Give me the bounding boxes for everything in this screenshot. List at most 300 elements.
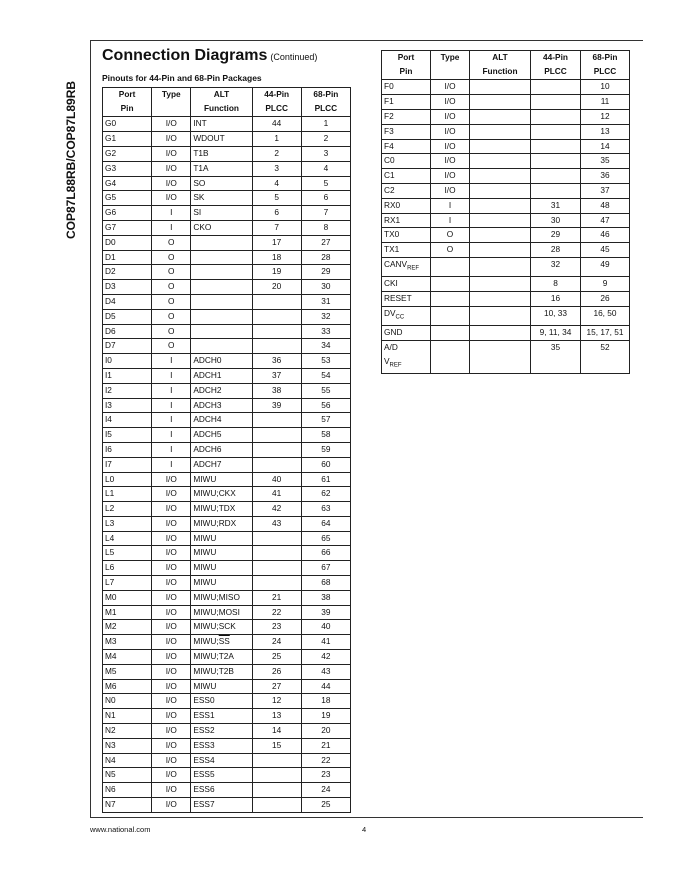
cell-44pin: 15: [252, 738, 301, 753]
cell-port: N0: [103, 694, 152, 709]
cell-alt: MIWU;SCK: [191, 620, 252, 635]
cell-port: M1: [103, 605, 152, 620]
cell-68pin: 16, 50: [581, 306, 630, 325]
cell-alt: ESS4: [191, 753, 252, 768]
cell-type: I/O: [431, 124, 470, 139]
cell-alt: [470, 243, 531, 258]
cell-68pin: 46: [581, 228, 630, 243]
cell-44pin: [531, 80, 581, 95]
cell-type: I/O: [152, 561, 191, 576]
cell-alt: ESS1: [191, 709, 252, 724]
cell-port: M3: [103, 635, 152, 650]
cell-port: D5: [103, 309, 152, 324]
cell-port: I5: [103, 428, 152, 443]
cell-68pin: 56: [301, 398, 350, 413]
table-row: [103, 309, 351, 324]
cell-alt: [470, 306, 531, 325]
table-row: [103, 324, 351, 339]
cell-port: GND: [382, 326, 431, 341]
cell-type: O: [152, 309, 191, 324]
pinout-table-right: [381, 50, 630, 374]
cell-port: M5: [103, 664, 152, 679]
cell-alt: MIWU: [191, 531, 252, 546]
cell-port: M2: [103, 620, 152, 635]
cell-68pin: 9: [581, 277, 630, 292]
cell-68pin: 29: [301, 265, 350, 280]
page-title: Connection Diagrams (Continued): [102, 47, 318, 64]
cell-44pin: 13: [252, 709, 301, 724]
cell-44pin: [531, 154, 581, 169]
cell-port: A/D $V_{REF}$: [382, 341, 431, 374]
cell-port: L1: [103, 487, 152, 502]
table-row: [103, 620, 351, 635]
cell-44pin: 24: [252, 635, 301, 650]
cell-44pin: 32: [531, 257, 581, 276]
cell-44pin: [252, 457, 301, 472]
cell-port: N1: [103, 709, 152, 724]
cell-type: I/O: [152, 117, 191, 132]
cell-44pin: [531, 95, 581, 110]
cell-type: [431, 257, 470, 276]
cell-port: L4: [103, 531, 152, 546]
table-row: [382, 292, 630, 307]
cell-68pin: 6: [301, 191, 350, 206]
cell-44pin: 19: [252, 265, 301, 280]
cell-44pin: 1: [252, 132, 301, 147]
cell-port: I1: [103, 368, 152, 383]
cell-alt: [470, 198, 531, 213]
cell-alt: ESS6: [191, 783, 252, 798]
cell-68pin: 12: [581, 109, 630, 124]
cell-alt: MIWU: [191, 561, 252, 576]
cell-44pin: 28: [531, 243, 581, 258]
cell-type: I/O: [152, 487, 191, 502]
cell-alt: T1A: [191, 161, 252, 176]
cell-type: I: [431, 213, 470, 228]
cell-alt: [470, 80, 531, 95]
cell-type: O: [431, 243, 470, 258]
cell-68pin: 18: [301, 694, 350, 709]
cell-44pin: [252, 442, 301, 457]
cell-44pin: 37: [252, 368, 301, 383]
table-row: [103, 487, 351, 502]
cell-type: I/O: [152, 635, 191, 650]
cell-alt: [470, 95, 531, 110]
cell-68pin: 5: [301, 176, 350, 191]
cell-port: I0: [103, 354, 152, 369]
cell-68pin: 33: [301, 324, 350, 339]
cell-type: [431, 306, 470, 325]
cell-68pin: 22: [301, 753, 350, 768]
cell-type: [431, 277, 470, 292]
cell-type: I/O: [152, 576, 191, 591]
table-row: [382, 341, 630, 374]
cell-alt: ADCH5: [191, 428, 252, 443]
cell-44pin: 29: [531, 228, 581, 243]
cell-44pin: 44: [252, 117, 301, 132]
header-pin: Pin: [382, 65, 431, 80]
cell-alt: [191, 294, 252, 309]
cell-type: I/O: [152, 694, 191, 709]
cell-68pin: 64: [301, 516, 350, 531]
cell-type: I/O: [152, 738, 191, 753]
cell-alt: ESS5: [191, 768, 252, 783]
table-row: [103, 117, 351, 132]
cell-68pin: 11: [581, 95, 630, 110]
cell-68pin: 49: [581, 257, 630, 276]
cell-type: I/O: [152, 146, 191, 161]
cell-type: I/O: [152, 664, 191, 679]
cell-alt: MIWU: [191, 576, 252, 591]
cell-68pin: 21: [301, 738, 350, 753]
cell-68pin: 2: [301, 132, 350, 147]
table-row: [103, 694, 351, 709]
cell-type: I: [152, 368, 191, 383]
cell-68pin: 57: [301, 413, 350, 428]
cell-port: G4: [103, 176, 152, 191]
cell-alt: [470, 326, 531, 341]
table-row: [103, 442, 351, 457]
cell-type: I/O: [152, 620, 191, 635]
cell-alt: MIWU;MOSI: [191, 605, 252, 620]
cell-44pin: [531, 139, 581, 154]
header-pin: Pin: [103, 102, 152, 117]
cell-68pin: 34: [301, 339, 350, 354]
cell-port: D1: [103, 250, 152, 265]
cell-68pin: 4: [301, 161, 350, 176]
cell-type: I/O: [431, 183, 470, 198]
table-row: [103, 768, 351, 783]
cell-alt: $MIWU;\overline{SS}$: [191, 635, 252, 650]
cell-port: N6: [103, 783, 152, 798]
cell-alt: SK: [191, 191, 252, 206]
cell-port: G6: [103, 206, 152, 221]
table-row: [382, 198, 630, 213]
cell-68pin: 31: [301, 294, 350, 309]
cell-alt: ESS0: [191, 694, 252, 709]
table-row: [103, 502, 351, 517]
cell-44pin: [531, 169, 581, 184]
table-row: [103, 546, 351, 561]
cell-type: I: [152, 442, 191, 457]
cell-port: D6: [103, 324, 152, 339]
cell-44pin: [252, 561, 301, 576]
cell-alt: [470, 169, 531, 184]
cell-type: [431, 341, 470, 374]
cell-port: M6: [103, 679, 152, 694]
cell-68pin: 10: [581, 80, 630, 95]
cell-44pin: 3: [252, 161, 301, 176]
cell-port: I4: [103, 413, 152, 428]
table-row: [103, 413, 351, 428]
cell-44pin: [531, 109, 581, 124]
cell-alt: SO: [191, 176, 252, 191]
cell-alt: MIWU: [191, 472, 252, 487]
cell-44pin: [252, 753, 301, 768]
cell-type: I/O: [152, 605, 191, 620]
cell-44pin: 23: [252, 620, 301, 635]
cell-port: G7: [103, 220, 152, 235]
cell-type: I/O: [152, 472, 191, 487]
cell-68pin: 62: [301, 487, 350, 502]
cell-type: I/O: [152, 176, 191, 191]
cell-alt: [470, 183, 531, 198]
cell-68pin: 59: [301, 442, 350, 457]
table-row: [103, 176, 351, 191]
cell-68pin: 67: [301, 561, 350, 576]
cell-68pin: 14: [581, 139, 630, 154]
cell-alt: ESS7: [191, 798, 252, 813]
table-row: [103, 738, 351, 753]
cell-type: I/O: [152, 783, 191, 798]
cell-alt: CKO: [191, 220, 252, 235]
cell-type: I/O: [152, 590, 191, 605]
cell-68pin: 13: [581, 124, 630, 139]
cell-68pin: 26: [581, 292, 630, 307]
cell-port: L5: [103, 546, 152, 561]
cell-44pin: 7: [252, 220, 301, 235]
cell-port: D2: [103, 265, 152, 280]
cell-alt: [470, 277, 531, 292]
cell-type: I/O: [152, 516, 191, 531]
table-row: [103, 709, 351, 724]
table-row: [382, 228, 630, 243]
cell-68pin: 66: [301, 546, 350, 561]
cell-type: I/O: [152, 531, 191, 546]
cell-port: D0: [103, 235, 152, 250]
table-row: [382, 183, 630, 198]
cell-port: TX0: [382, 228, 431, 243]
cell-port: L0: [103, 472, 152, 487]
table-row: [103, 265, 351, 280]
cell-type: O: [152, 294, 191, 309]
cell-44pin: 18: [252, 250, 301, 265]
cell-type: I/O: [152, 724, 191, 739]
cell-alt: [191, 250, 252, 265]
cell-alt: [470, 124, 531, 139]
cell-type: I/O: [152, 650, 191, 665]
cell-44pin: [531, 124, 581, 139]
cell-44pin: 14: [252, 724, 301, 739]
cell-alt: MIWU;TDX: [191, 502, 252, 517]
cell-type: I/O: [431, 109, 470, 124]
cell-port: F3: [382, 124, 431, 139]
cell-alt: ADCH7: [191, 457, 252, 472]
cell-type: I/O: [152, 709, 191, 724]
cell-alt: MIWU;CKX: [191, 487, 252, 502]
cell-44pin: 16: [531, 292, 581, 307]
cell-alt: [191, 265, 252, 280]
table-row: [382, 243, 630, 258]
cell-44pin: [252, 428, 301, 443]
cell-alt: [470, 213, 531, 228]
header-blank: [152, 102, 191, 117]
cell-alt: MIWU;T2B: [191, 664, 252, 679]
cell-44pin: [252, 531, 301, 546]
cell-port: G1: [103, 132, 152, 147]
header-alt: ALT: [470, 51, 531, 66]
cell-44pin: 38: [252, 383, 301, 398]
cell-44pin: [252, 339, 301, 354]
header-function: Function: [470, 65, 531, 80]
cell-68pin: 39: [301, 605, 350, 620]
table-row: [103, 250, 351, 265]
cell-68pin: 40: [301, 620, 350, 635]
cell-44pin: [252, 576, 301, 591]
table-row: [103, 650, 351, 665]
cell-alt: [470, 292, 531, 307]
cell-port: L7: [103, 576, 152, 591]
cell-68pin: 24: [301, 783, 350, 798]
table-row: [382, 213, 630, 228]
table-row: [103, 561, 351, 576]
table-row: [382, 306, 630, 325]
table-row: [382, 169, 630, 184]
table-row: [103, 679, 351, 694]
cell-68pin: 27: [301, 235, 350, 250]
cell-type: I/O: [152, 502, 191, 517]
cell-44pin: [252, 798, 301, 813]
page-number: 4: [362, 825, 367, 834]
cell-44pin: [252, 309, 301, 324]
cell-44pin: [252, 783, 301, 798]
header-port: Port: [382, 51, 431, 66]
cell-68pin: 25: [301, 798, 350, 813]
table-row: [103, 235, 351, 250]
cell-port: N5: [103, 768, 152, 783]
cell-type: I: [431, 198, 470, 213]
cell-port: I3: [103, 398, 152, 413]
cell-port: F0: [382, 80, 431, 95]
table-row: [103, 161, 351, 176]
cell-type: I/O: [431, 95, 470, 110]
table-row: [103, 457, 351, 472]
header-alt: ALT: [191, 88, 252, 103]
cell-type: I/O: [152, 191, 191, 206]
cell-44pin: [252, 324, 301, 339]
table-row: [103, 368, 351, 383]
cell-port: D7: [103, 339, 152, 354]
table-row: [382, 154, 630, 169]
cell-68pin: 42: [301, 650, 350, 665]
cell-port: D4: [103, 294, 152, 309]
header-plcc: PLCC: [581, 65, 630, 80]
cell-port: L3: [103, 516, 152, 531]
cell-44pin: 31: [531, 198, 581, 213]
cell-68pin: 44: [301, 679, 350, 694]
cell-port: RX1: [382, 213, 431, 228]
cell-port: F4: [382, 139, 431, 154]
table-row: [382, 124, 630, 139]
cell-68pin: 8: [301, 220, 350, 235]
cell-alt: [470, 139, 531, 154]
cell-44pin: 39: [252, 398, 301, 413]
cell-44pin: 26: [252, 664, 301, 679]
cell-44pin: [252, 413, 301, 428]
cell-type: I: [152, 354, 191, 369]
cell-type: [431, 292, 470, 307]
table-row: [103, 724, 351, 739]
cell-port: I6: [103, 442, 152, 457]
cell-alt: [191, 324, 252, 339]
cell-type: I/O: [431, 169, 470, 184]
table-row: [103, 576, 351, 591]
cell-68pin: 47: [581, 213, 630, 228]
cell-type: I: [152, 206, 191, 221]
cell-alt: [191, 280, 252, 295]
cell-port: L2: [103, 502, 152, 517]
header-port: Port: [103, 88, 152, 103]
cell-68pin: 35: [581, 154, 630, 169]
table-row: [103, 383, 351, 398]
cell-port: F1: [382, 95, 431, 110]
table-row: [382, 326, 630, 341]
cell-44pin: 21: [252, 590, 301, 605]
table-row: [103, 635, 351, 650]
cell-port: C0: [382, 154, 431, 169]
cell-68pin: 55: [301, 383, 350, 398]
cell-type: O: [152, 235, 191, 250]
cell-port: N3: [103, 738, 152, 753]
cell-type: I/O: [152, 546, 191, 561]
table-row: [103, 398, 351, 413]
cell-type: I/O: [431, 139, 470, 154]
cell-type: I/O: [431, 154, 470, 169]
cell-port: M4: [103, 650, 152, 665]
table-row: [103, 339, 351, 354]
cell-alt: ADCH0: [191, 354, 252, 369]
cell-type: I: [152, 220, 191, 235]
cell-44pin: 25: [252, 650, 301, 665]
cell-type: O: [152, 250, 191, 265]
cell-68pin: 54: [301, 368, 350, 383]
table-row: [103, 428, 351, 443]
cell-port: M0: [103, 590, 152, 605]
cell-type: [431, 326, 470, 341]
header-plcc: PLCC: [531, 65, 581, 80]
table-row: [382, 80, 630, 95]
table-row: [103, 280, 351, 295]
cell-type: I/O: [152, 161, 191, 176]
cell-44pin: 2: [252, 146, 301, 161]
cell-alt: SI: [191, 206, 252, 221]
cell-type: O: [152, 324, 191, 339]
cell-44pin: 8: [531, 277, 581, 292]
cell-alt: [191, 235, 252, 250]
cell-alt: ESS2: [191, 724, 252, 739]
pinout-table-left: [102, 87, 351, 813]
cell-port: CKI: [382, 277, 431, 292]
cell-alt: INT: [191, 117, 252, 132]
cell-68pin: 23: [301, 768, 350, 783]
cell-alt: [470, 154, 531, 169]
cell-68pin: 58: [301, 428, 350, 443]
cell-68pin: 28: [301, 250, 350, 265]
cell-44pin: 41: [252, 487, 301, 502]
cell-port: I2: [103, 383, 152, 398]
cell-68pin: 65: [301, 531, 350, 546]
cell-68pin: 20: [301, 724, 350, 739]
cell-type: I: [152, 428, 191, 443]
table-row: [103, 783, 351, 798]
cell-port: D3: [103, 280, 152, 295]
cell-alt: [470, 257, 531, 276]
cell-44pin: 20: [252, 280, 301, 295]
cell-alt: [470, 109, 531, 124]
cell-68pin: 36: [581, 169, 630, 184]
table-row: [103, 753, 351, 768]
cell-44pin: 4: [252, 176, 301, 191]
